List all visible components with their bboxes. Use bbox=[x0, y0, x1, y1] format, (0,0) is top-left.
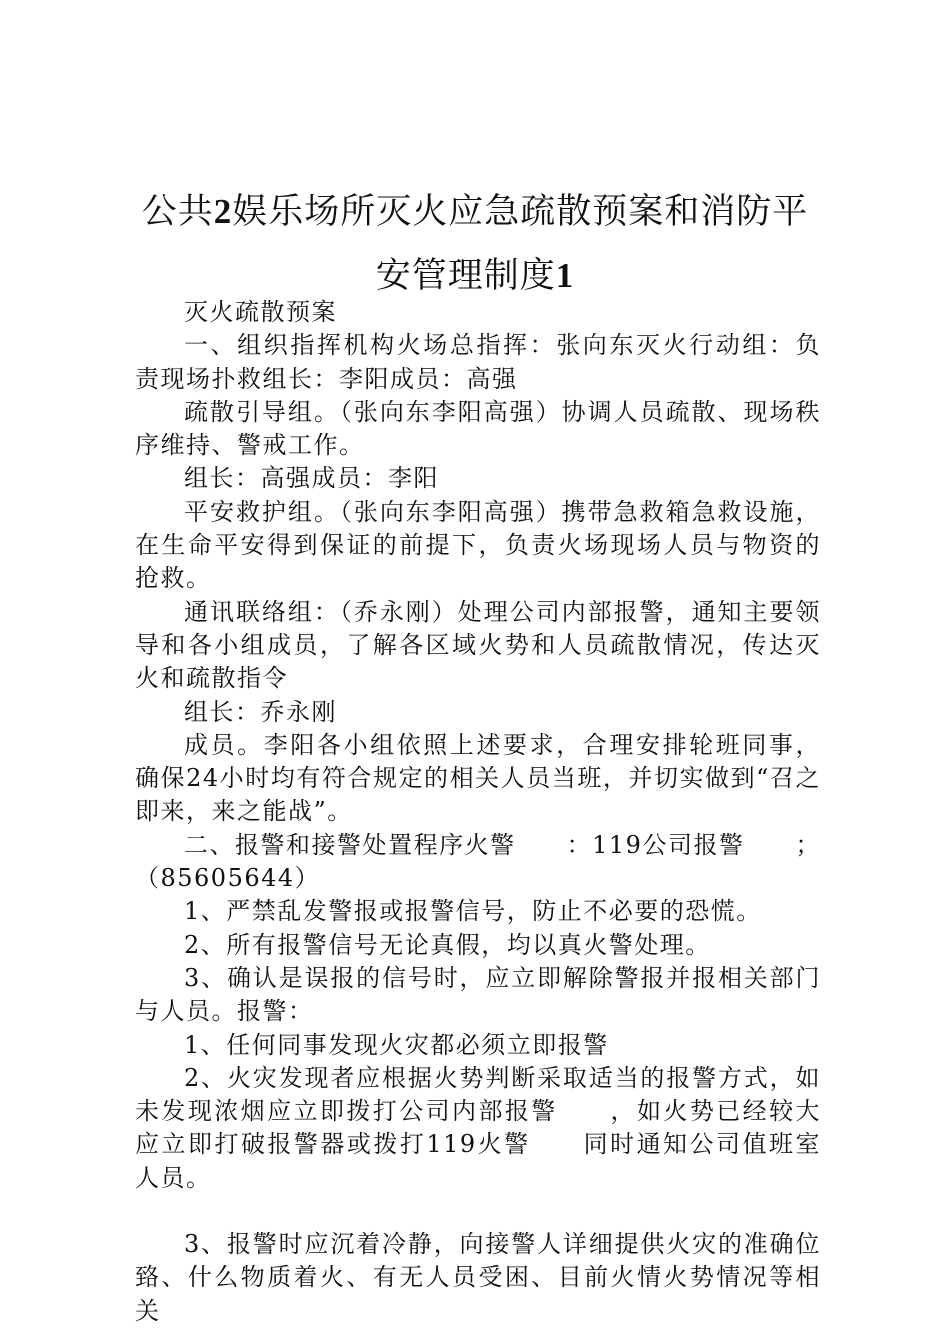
paragraph: 成员。李阳各小组依照上述要求，合理安排轮班同事，确保24小时均有符合规定的相关人员当班，并切实做到“召之即来，来之能战”。 bbox=[135, 730, 821, 826]
title-number: 1 bbox=[555, 256, 575, 295]
paragraph: 3、确认是误报的信号时，应立即解除警报并报相关部门与人员。报警： bbox=[135, 963, 821, 1026]
paragraph: 通讯联络组：（乔永刚）处理公司内部报警，通知主要领导和各小组成员，了解各区域火势和人员疏散情况，传达灭火和疏散指令 bbox=[135, 597, 821, 693]
paragraph: 疏散引导组。（张向东李阳高强）协调人员疏散、现场秩序维持、警戒工作。 bbox=[135, 397, 821, 460]
paragraph: 二、报警和接警处置程序火警 ：119公司报警 ；（85605644） bbox=[135, 830, 821, 893]
document-body bbox=[135, 296, 821, 1328]
paragraph: 2、所有报警信号无论真假，均以真火警处理。 bbox=[184, 930, 711, 959]
document-title bbox=[120, 180, 830, 308]
paragraph: 1、任何同事发现火灾都必须立即报警 bbox=[184, 1030, 609, 1059]
paragraph: 平安救护组。（张向东李阳高强）携带急救箱急救设施，在生命平安得到保证的前提下，负责火场现场人员与物资的抢救。 bbox=[135, 497, 821, 593]
paragraph-gap bbox=[135, 1195, 821, 1228]
title-text: 娱乐场所灭火应急疏散预案和消防平 bbox=[232, 192, 809, 232]
paragraph: 3、报警时应沉着冷静，向接警人详细提供火灾的准确位臵、什么物质着火、有无人员受困、目前火情火势情况等相关 bbox=[135, 1230, 821, 1325]
paragraph: 组长：高强成员：李阳 bbox=[184, 464, 439, 493]
title-number: 2 bbox=[213, 192, 233, 231]
paragraph: 1、严禁乱发警报或报警信号，防止不必要的恐慌。 bbox=[184, 897, 762, 926]
title-line-1 bbox=[120, 180, 830, 244]
paragraph: 组长：乔永刚 bbox=[184, 697, 337, 726]
paragraph: 一、组织指挥机构火场总指挥：张向东灭火行动组：负责现场扑救组长：李阳成员：高强 bbox=[135, 331, 821, 393]
paragraph: 2、火灾发现者应根据火势判断采取适当的报警方式，如未发现浓烟应立即拨打公司内部报警 ，如火势已经较大应立即打破报警器或拨打119火警 同时通知公司值班室人员。 bbox=[135, 1063, 821, 1192]
paragraph: 灭火疏散预案 bbox=[184, 298, 337, 326]
title-text: 安管理制度 bbox=[375, 256, 556, 296]
title-text: 公共 bbox=[141, 192, 214, 232]
